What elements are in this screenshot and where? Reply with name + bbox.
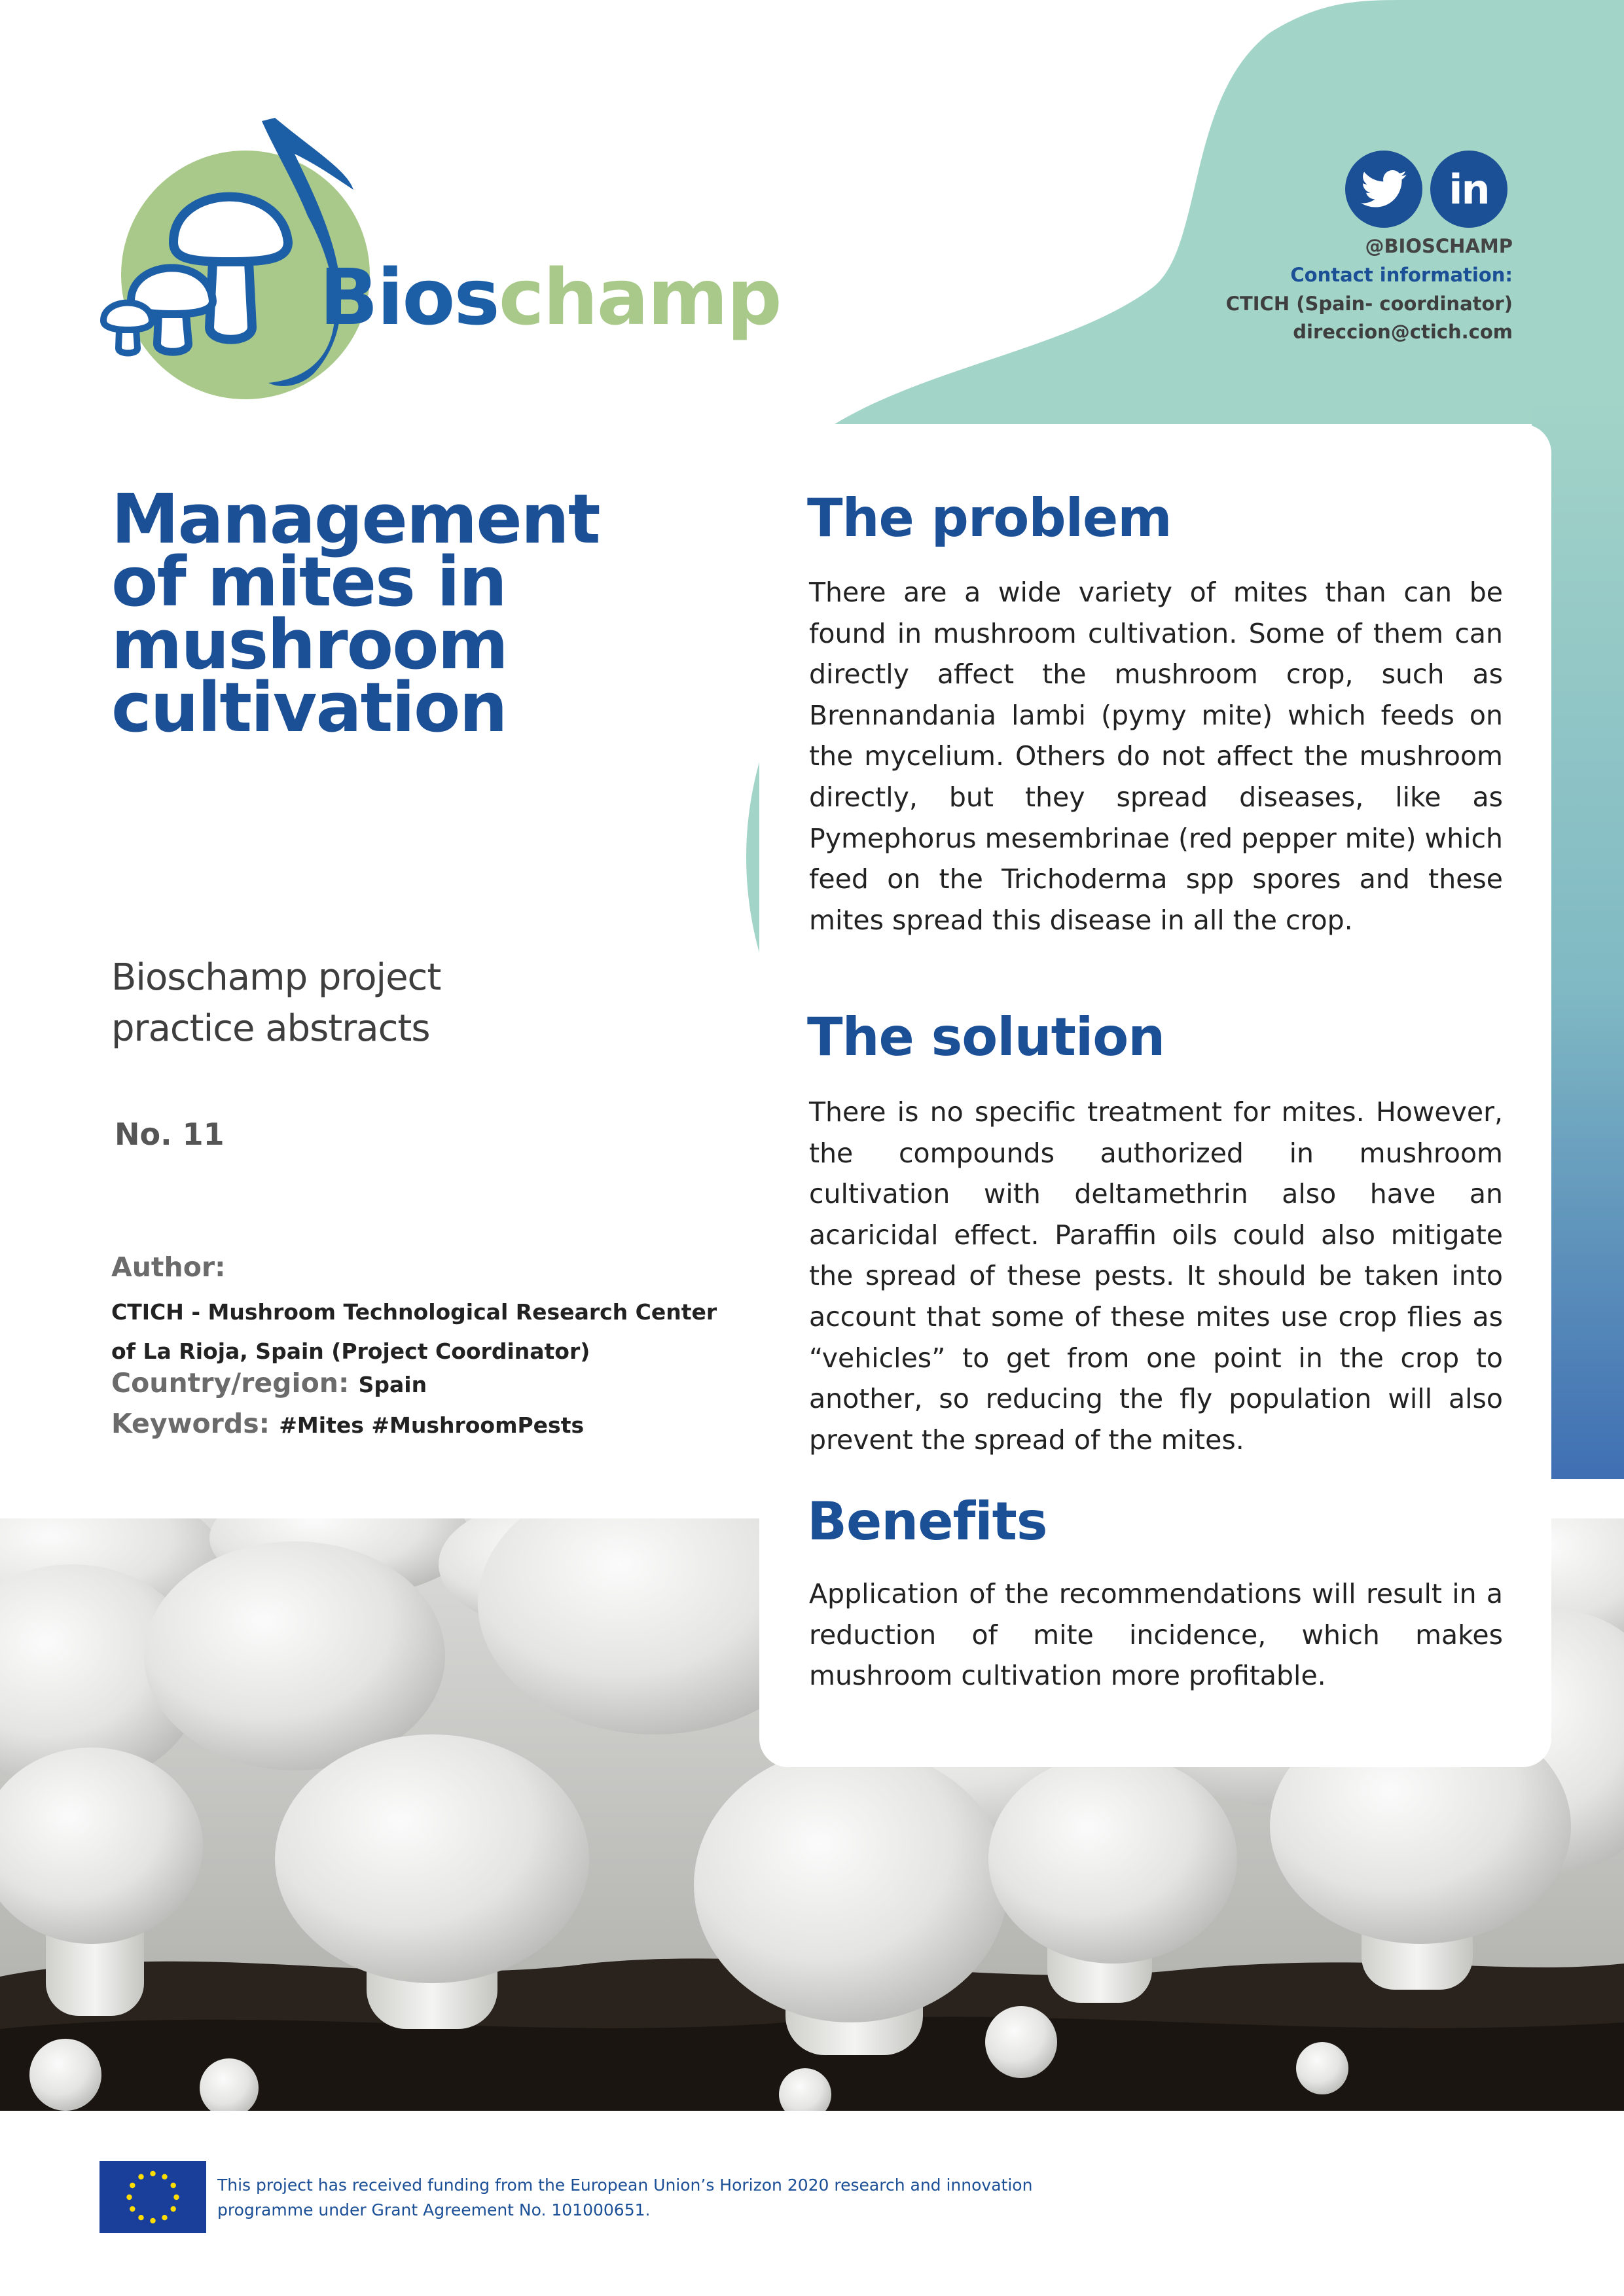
subtitle-line: practice abstracts	[111, 1007, 430, 1050]
solution-heading: The solution	[807, 1007, 1165, 1067]
linkedin-glyph: in	[1449, 165, 1489, 213]
abstract-number: No. 11	[115, 1117, 225, 1152]
subtitle-line: Bioschamp project	[111, 956, 441, 999]
title-line: Management	[111, 479, 600, 559]
country-value: Spain	[358, 1372, 427, 1397]
contact-organization: CTICH (Spain- coordinator)	[1225, 293, 1513, 315]
keywords-value: #Mites #MushroomPests	[279, 1412, 585, 1438]
logo-wordmark	[319, 252, 781, 342]
top-right-blob	[835, 0, 1624, 424]
social-handle: @BIOSCHAMP	[1365, 235, 1513, 257]
funding-notice	[217, 2173, 1068, 2223]
page-title	[111, 479, 700, 747]
benefits-body: Application of the recommendations will result in a reduction of mite incidence, which makes mushroom cultivation more profitable.	[809, 1578, 1503, 1692]
problem-heading: The problem	[807, 488, 1172, 548]
title-line: of mites in	[111, 542, 506, 622]
contact-label: Contact information:	[1290, 264, 1513, 286]
keywords-line	[111, 1410, 584, 1437]
solution-body: There is no specific treatment for mites. However, the compounds authorized in mushroom cultivation with deltamethrin also have an acaricidal effect. Paraffin oils could also mitigate the spread of these pests. It should be taken into account that some of these mites use crop flies as “vehicles” to get from one point in the crop to another, so reducing the fly population will also prevent the spread of the mites.	[809, 1096, 1503, 1456]
linkedin-icon[interactable]	[1430, 151, 1507, 228]
subtitle	[111, 952, 700, 1054]
funding-line: programme under Grant Agreement No. 101000651.	[217, 2200, 651, 2219]
benefits-heading: Benefits	[807, 1491, 1047, 1552]
logo-wordmark-part2: champ	[498, 252, 781, 342]
author-label: Author:	[111, 1251, 226, 1283]
title-line: mushroom	[111, 605, 507, 685]
eu-flag-icon	[99, 2161, 206, 2233]
twitter-icon[interactable]	[1345, 151, 1422, 228]
keywords-label: Keywords:	[111, 1408, 280, 1439]
contact-email[interactable]: direccion@ctich.com	[1293, 321, 1513, 343]
funding-line: This project has received funding from the European Union’s Horizon 2020 research and innovation	[217, 2176, 1033, 2195]
logo-wordmark-part1: Bios	[319, 252, 499, 342]
problem-body: There are a wide variety of mites than can be found in mushroom cultivation. Some of them can directly affect the mushroom crop, such as Brennandania lambi (pymy mite) which feeds on the mycelium. Others do not affect the mushroom directly, but they spread diseases, like as Pymephorus mesembrinae (red pepper mite) which feed on the Trichoderma spp spores and these mites spread this disease in all the crop.	[809, 577, 1503, 936]
country-line	[111, 1367, 427, 1399]
author-name: CTICH - Mushroom Technological Research Center of La Rioja, Spain (Project Coordinator)	[111, 1299, 717, 1364]
twitter-bird-glyph	[1361, 170, 1407, 208]
title-line: cultivation	[111, 668, 507, 747]
country-label: Country/region:	[111, 1367, 359, 1399]
